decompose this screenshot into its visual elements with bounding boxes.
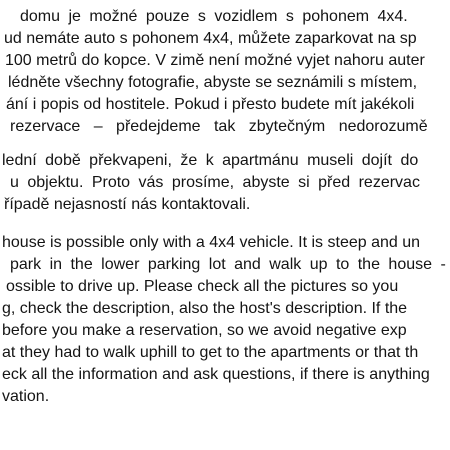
text-line: at they had to walk uphill to get to the apartments or that th — [2, 344, 419, 361]
text-line: ání i popis od hostitele. Pokud i přesto budete mít jakékoli — [6, 96, 415, 113]
czech-paragraph-notice — [0, 150, 450, 216]
text-line: domu je možné pouze s vozidlem s pohonem 4x4. — [20, 8, 408, 25]
text-line: before you make a reservation, so we avoid negative exp — [2, 322, 407, 339]
text-line: lédněte všechny fotografie, abyste se seznámili s místem, — [8, 74, 418, 91]
text-line: lední době překvapeni, že k apartmánu museli dojít do — [2, 152, 419, 169]
text-line: u objektu. Proto vás prosíme, abyste si před rezervac — [10, 174, 420, 191]
text-line: ossible to drive up. Please check all the pictures so you — [6, 278, 399, 295]
text-line: g, check the description, also the host's description. If the — [2, 300, 408, 317]
text-line: řípadě nejasností nás kontaktovali. — [4, 196, 251, 213]
english-paragraph — [0, 232, 450, 408]
text-line: ud nemáte auto s pohonem 4x4, můžete zaparkovat na sp — [4, 30, 417, 47]
text-line: house is possible only with a 4x4 vehicle. It is steep and un — [2, 234, 421, 251]
czech-paragraph-access — [0, 6, 450, 138]
text-line: park in the lower parking lot and walk up to the house - — [10, 256, 446, 273]
text-line: vation. — [2, 388, 50, 405]
text-line: eck all the information and ask questions, if there is anything — [2, 366, 430, 383]
text-line: 100 metrů do kopce. V zimě není možné vyjet nahoru auter — [5, 52, 425, 69]
text-line: rezervace – předejdeme tak zbytečným nedorozumě — [10, 118, 428, 135]
